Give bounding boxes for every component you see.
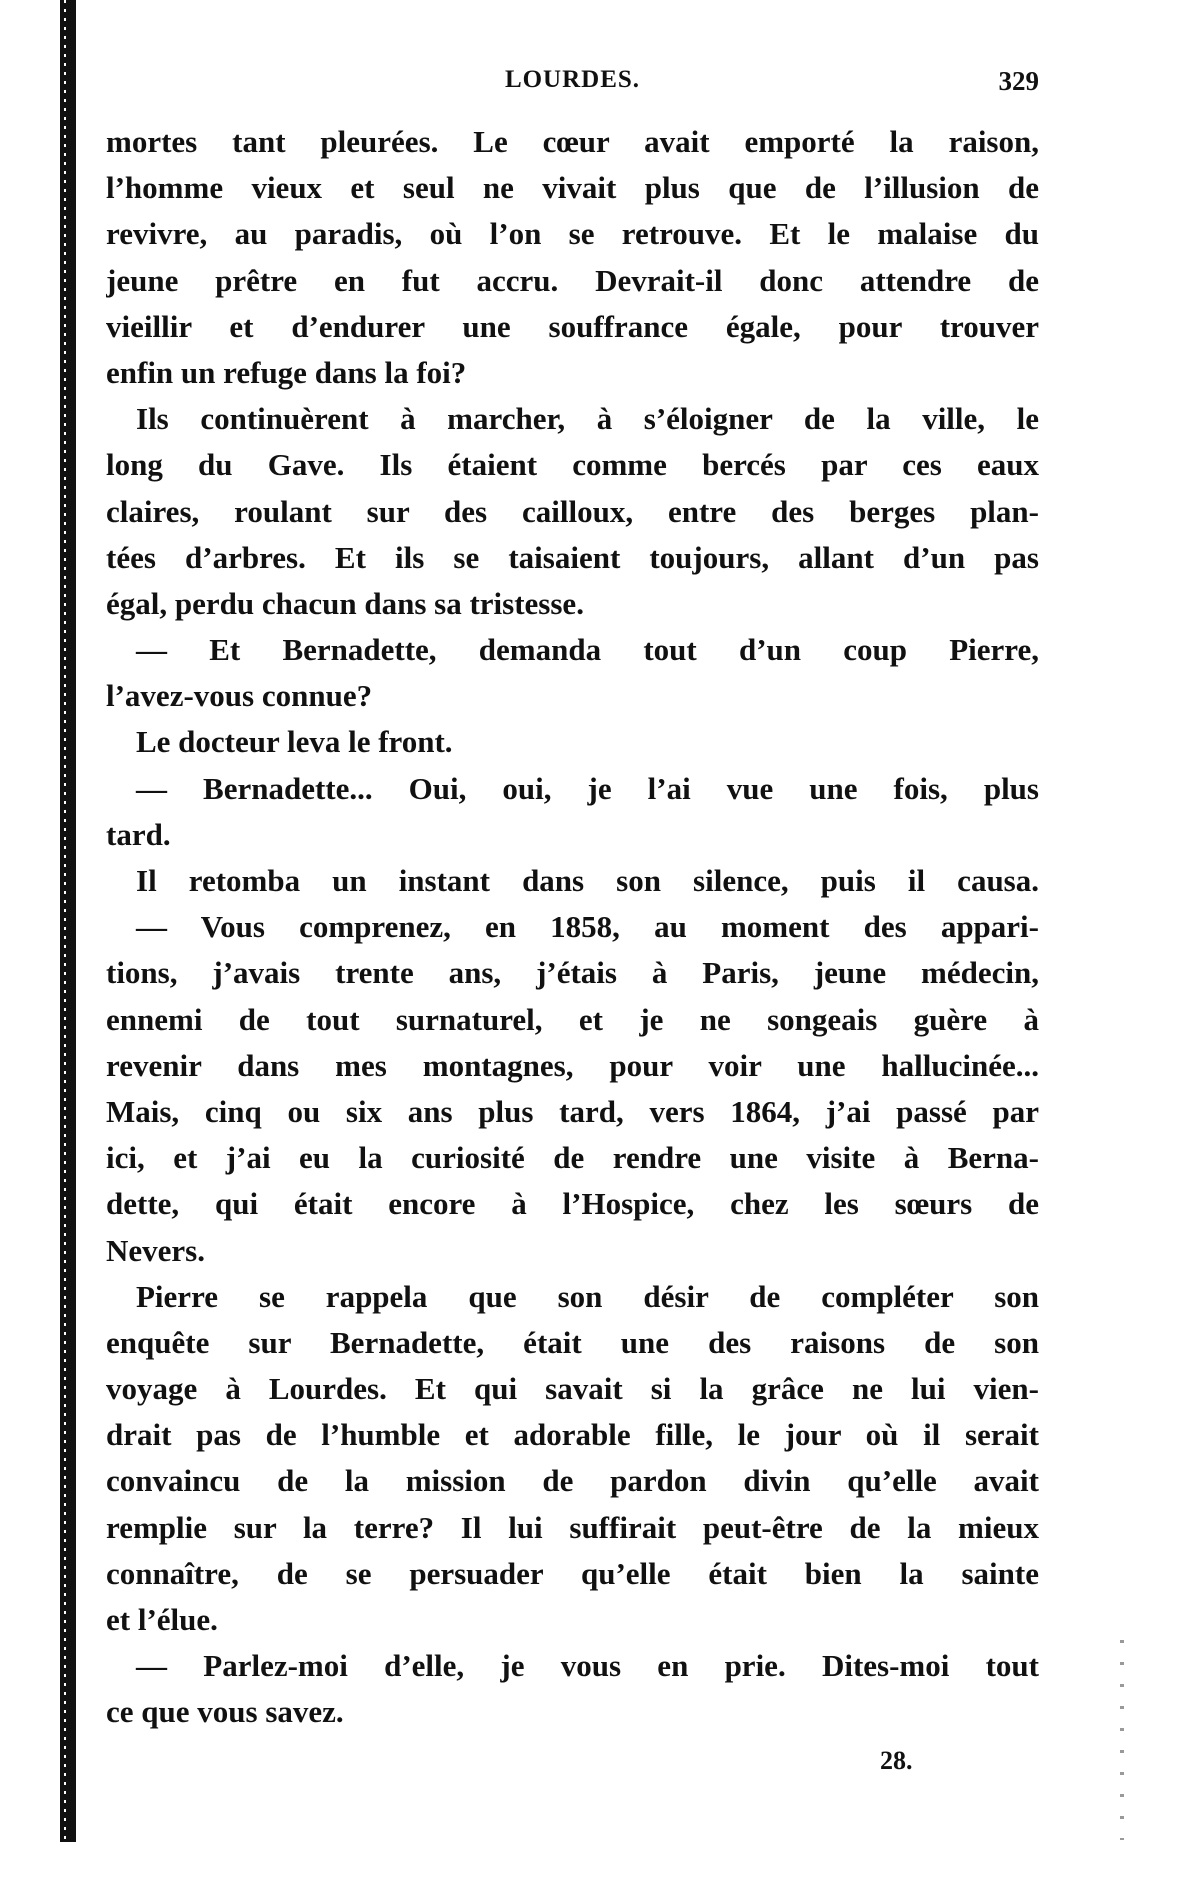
scan-specks xyxy=(1120,1640,1124,1840)
text-line: enfin un refuge dans la foi? xyxy=(106,354,467,390)
text-line: connaître, de se persuader qu’elle était bien la sainte xyxy=(106,1555,1039,1591)
text-line: égal, perdu chacun dans sa tristesse. xyxy=(106,585,584,621)
running-title: LOURDES. xyxy=(504,66,641,93)
text-line: l’homme vieux et seul ne vivait plus que de l’illusion de xyxy=(106,170,1039,206)
text-line: convaincu de la mission de pardon divin qu’elle avait xyxy=(106,1463,1039,1499)
text-line: l’avez-vous connue? xyxy=(106,678,373,714)
text-line: tions, j’avais trente ans, j’étais à Paris, jeune médecin, xyxy=(106,955,1039,991)
text-line: mortes tant pleurées. Le cœur avait emporté la raison, xyxy=(106,124,1039,159)
text-line: ici, et j’ai eu la curiosité de rendre une visite à Berna- xyxy=(106,1140,1039,1176)
text-line: drait pas de l’humble et adorable fille, le jour où il serait xyxy=(106,1417,1039,1453)
text-line: ennemi de tout surnaturel, et je ne songeais guère à xyxy=(106,1001,1039,1037)
text-line: remplie sur la terre? Il lui suffirait peut-être de la mieux xyxy=(106,1509,1039,1545)
text-line: dette, qui était encore à l’Hospice, chez les sœurs de xyxy=(106,1186,1039,1222)
text-line: — Bernadette... Oui, oui, je l’ai vue une fois, plus xyxy=(136,770,1039,806)
text-line: ce que vous savez. xyxy=(106,1694,344,1730)
text-line: — Vous comprenez, en 1858, au moment des appari- xyxy=(136,909,1039,945)
page-number: 329 xyxy=(998,66,1039,96)
text-line: jeune prêtre en fut accru. Devrait-il donc attendre de xyxy=(106,262,1039,298)
signature-mark: 28. xyxy=(880,1746,913,1775)
text-line: Pierre se rappela que son désir de compléter son xyxy=(136,1278,1039,1314)
text-line: — Parlez-moi d’elle, je vous en prie. Dites-moi tout xyxy=(136,1648,1039,1684)
text-line: revivre, au paradis, où l’on se retrouve. Et le malaise du xyxy=(106,216,1039,252)
text-line: revenir dans mes montagnes, pour voir une hallucinée... xyxy=(106,1047,1039,1083)
running-head xyxy=(106,66,1039,100)
text-line: Le docteur leva le front. xyxy=(136,724,453,760)
text-line: enquête sur Bernadette, était une des raisons de son xyxy=(106,1324,1039,1360)
text-line: Ils continuèrent à marcher, à s’éloigner de la ville, le xyxy=(136,401,1039,437)
text-line: vieillir et d’endurer une souffrance égale, pour trouver xyxy=(106,308,1039,344)
text-line: claires, roulant sur des cailloux, entre des berges plan- xyxy=(106,493,1039,529)
text-line: tées d’arbres. Et ils se taisaient toujours, allant d’un pas xyxy=(106,539,1039,575)
text-line: — Et Bernadette, demanda tout d’un coup Pierre, xyxy=(136,632,1039,668)
text-line: et l’élue. xyxy=(106,1602,218,1637)
text-line: Il retomba un instant dans son silence, puis il causa. xyxy=(136,863,1039,898)
text-line: long du Gave. Ils étaient comme bercés par ces eaux xyxy=(106,447,1039,483)
text-line: voyage à Lourdes. Et qui savait si la grâce ne lui vien- xyxy=(106,1371,1039,1407)
page-body-text xyxy=(106,119,1039,1736)
text-line: Mais, cinq ou six ans plus tard, vers 1864, j’ai passé par xyxy=(106,1093,1039,1129)
text-line: tard. xyxy=(106,816,171,852)
text-line: Nevers. xyxy=(106,1232,205,1268)
page-binding-edge xyxy=(60,0,76,1842)
